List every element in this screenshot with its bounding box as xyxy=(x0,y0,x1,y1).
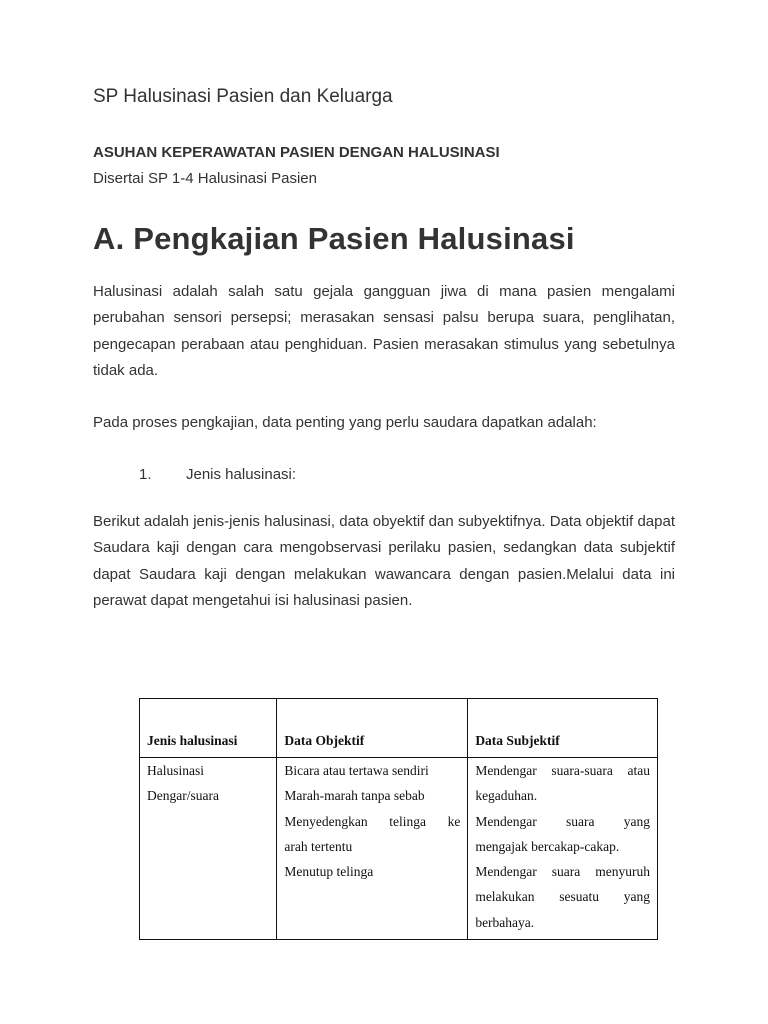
cell-line: Mendengar suara-suara atau xyxy=(475,763,650,778)
paragraph-definition: Halusinasi adalah salah satu gejala gangguan jiwa di mana pasien mengalami perubahan sensori persepsi; merasakan sensasi palsu berupa suara, penglihatan, pengecapan perabaan atau penghiduan. Pasien merasakan stimulus yang sebetulnya tidak ada. xyxy=(93,283,675,379)
table-header-row xyxy=(140,699,658,758)
table-row xyxy=(140,758,658,940)
list-item-number: 1. xyxy=(139,466,152,483)
cell-line: arah tertentu xyxy=(284,838,353,854)
cell-line: Menutup telinga xyxy=(284,864,374,880)
list-item xyxy=(139,462,296,488)
paragraph-assessment-intro: Pada proses pengkajian, data penting yang perlu saudara dapatkan adalah: xyxy=(93,414,597,431)
sub-heading-caption: Disertai SP 1-4 Halusinasi Pasien xyxy=(93,170,317,187)
list-item-text: Jenis halusinasi: xyxy=(186,466,297,483)
cell-line: Menyedengkan telinga ke xyxy=(284,813,461,829)
paragraph-data-explanation: Berikut adalah jenis-jenis halusinasi, data obyektif dan subyektifnya. Data objektif dapat Saudara kaji dengan cara mengobservasi perilaku pasien, sedangkan data subjektif dapat Saudara kaji dengan melakukan wawancara dengan pasien.Melalui data ini perawat dapat mengetahui isi halusinasi pasien. xyxy=(93,513,675,609)
cell-line: mengajak bercakap-cakap. xyxy=(475,838,620,854)
document-title: SP Halusinasi Pasien dan Keluarga xyxy=(93,86,393,107)
table-header-objektif: Data Objektif xyxy=(277,699,468,758)
cell-line: kegaduhan. xyxy=(475,788,538,804)
cell-line: Halusinasi xyxy=(147,763,204,778)
cell-line: Marah-marah tanpa sebab xyxy=(284,788,425,804)
cell-line: Dengar/suara xyxy=(147,788,219,804)
table-cell-jenis xyxy=(140,758,277,940)
table-cell-objektif xyxy=(277,758,468,940)
table-cell-subjektif xyxy=(468,758,658,940)
hallucination-table xyxy=(139,698,658,940)
cell-line: melakukan sesuatu yang xyxy=(475,889,650,905)
cell-line: Bicara atau tertawa sendiri xyxy=(284,763,429,778)
cell-line: berbahaya. xyxy=(475,914,535,930)
cell-line: Mendengar suara yang xyxy=(475,813,650,829)
section-heading: A. Pengkajian Pasien Halusinasi xyxy=(93,221,575,256)
table-header-subjektif: Data Subjektif xyxy=(468,699,658,758)
sub-heading: ASUHAN KEPERAWATAN PASIEN DENGAN HALUSINASI xyxy=(93,144,500,161)
table-header-jenis: Jenis halusinasi xyxy=(140,699,277,758)
cell-line: Mendengar suara menyuruh xyxy=(475,864,650,880)
